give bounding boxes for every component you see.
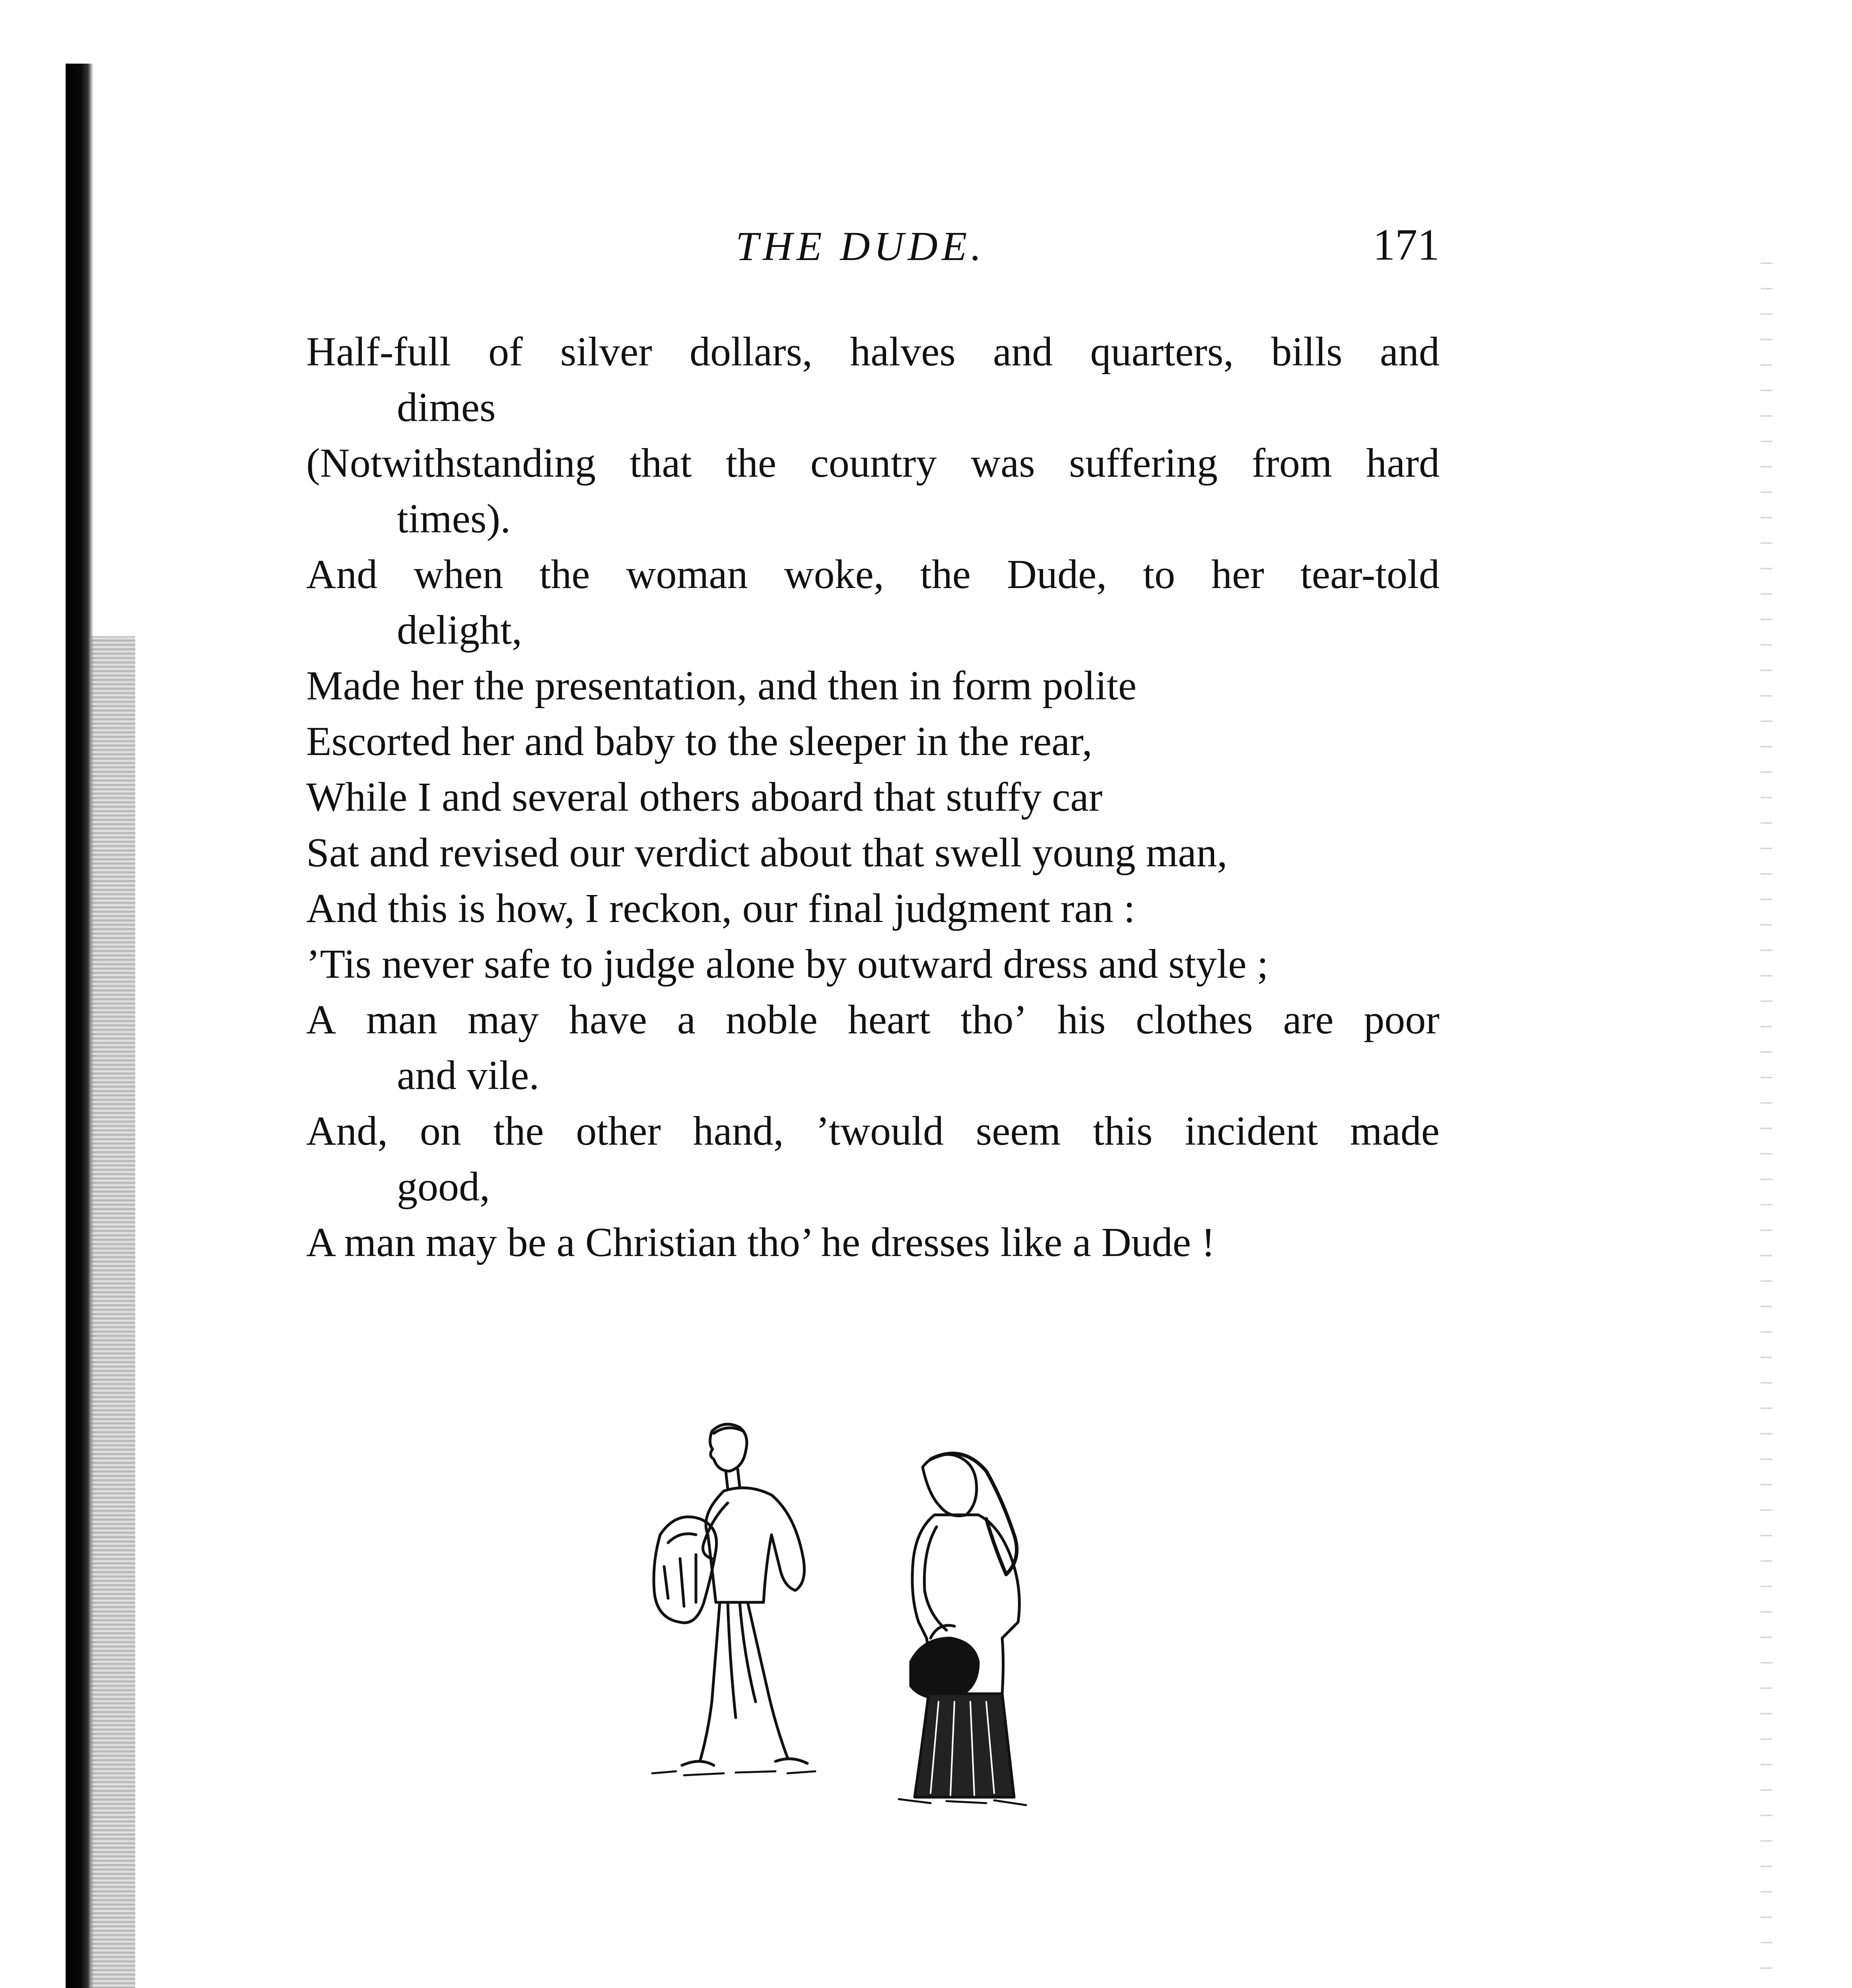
word: have (569, 997, 647, 1043)
word: tho’ (960, 997, 1027, 1043)
poem-line-10-continuation: and vile. (397, 1052, 540, 1098)
word: are (1283, 997, 1334, 1043)
word: poor (1364, 997, 1440, 1043)
word: to (1143, 551, 1175, 597)
dude-legs (700, 1602, 787, 1761)
word: heart (847, 997, 931, 1043)
word: from (1252, 440, 1332, 486)
poem-line-2-continuation: times). (397, 496, 511, 542)
word: incident (1185, 1108, 1318, 1154)
poem-line-11 (306, 1103, 1440, 1159)
word: this (1093, 1108, 1153, 1154)
word: And (306, 551, 378, 597)
woman-head (923, 1454, 977, 1516)
dude-and-woman-sketch (644, 1415, 1121, 1932)
word: And, (306, 1108, 388, 1154)
poem-line-5: Escorted her and baby to the sleeper in the rear, (306, 718, 1092, 764)
word: the (493, 1108, 544, 1154)
running-title: THE DUDE. (736, 223, 985, 269)
word: ’twould (816, 1108, 944, 1154)
word: and (993, 329, 1053, 375)
word: of (488, 329, 523, 375)
word: suffering (1069, 440, 1218, 486)
word: a (677, 997, 696, 1043)
word: may (467, 997, 539, 1043)
word: dollars, (689, 329, 813, 375)
word: woke, (784, 551, 884, 597)
poem-line-2 (306, 435, 1440, 491)
poem-line-3 (306, 547, 1440, 602)
poem-line-11-continuation: good, (397, 1164, 490, 1209)
word: halves (850, 329, 956, 375)
word: when (414, 551, 503, 597)
word: clothes (1136, 997, 1253, 1043)
poem-line-4: Made her the presentation, and then in form polite (306, 663, 1137, 709)
word: woman (626, 551, 748, 597)
word: bills (1271, 329, 1343, 375)
word: silver (560, 329, 652, 375)
poem-line-12: A man may be a Christian tho’ he dresses like a Dude ! (306, 1219, 1215, 1265)
word: that (630, 440, 692, 486)
poem-line-1 (306, 324, 1440, 380)
word: his (1057, 997, 1106, 1043)
word: hand, (693, 1108, 784, 1154)
poem-line-1-continuation: dimes (397, 384, 496, 430)
word: her (1211, 551, 1264, 597)
word: (Notwithstanding (306, 440, 596, 486)
woman-handbag (911, 1638, 978, 1699)
word: quarters, (1090, 329, 1234, 375)
poem-line-9: ’Tis never safe to judge alone by outward dress and style ; (306, 941, 1269, 987)
word: A (306, 997, 336, 1043)
word: noble (725, 997, 818, 1043)
page-number: 171 (1373, 220, 1440, 270)
poem-line-10 (306, 992, 1440, 1048)
poem-line-7: Sat and revised our verdict about that swell young man, (306, 830, 1228, 876)
book-gutter-texture (91, 636, 135, 1988)
word: other (576, 1108, 661, 1154)
word: the (539, 551, 590, 597)
dude-jacket (706, 1488, 805, 1602)
poem-line-3-continuation: delight, (397, 607, 522, 653)
poem-line-6: While I and several others aboard that stuffy car (306, 774, 1103, 820)
word: tear-told (1300, 551, 1440, 597)
word: man (366, 997, 437, 1043)
word: made (1350, 1108, 1440, 1154)
page-header (306, 220, 1440, 278)
word: Half-full (306, 329, 451, 375)
word: seem (976, 1108, 1061, 1154)
poem-line-8: And this is how, I reckon, our final judgment ran : (306, 885, 1135, 931)
word: the (726, 440, 777, 486)
woman-skirt (915, 1694, 1014, 1797)
word: Dude, (1007, 551, 1107, 597)
word: was (970, 440, 1035, 486)
poem-body (306, 324, 1440, 1270)
book-gutter-shadow (66, 64, 93, 1988)
margin-specks (1761, 239, 1772, 1988)
word: country (810, 440, 937, 486)
word: on (420, 1108, 461, 1154)
word: the (920, 551, 971, 597)
word: hard (1366, 440, 1440, 486)
word: and (1380, 329, 1440, 375)
